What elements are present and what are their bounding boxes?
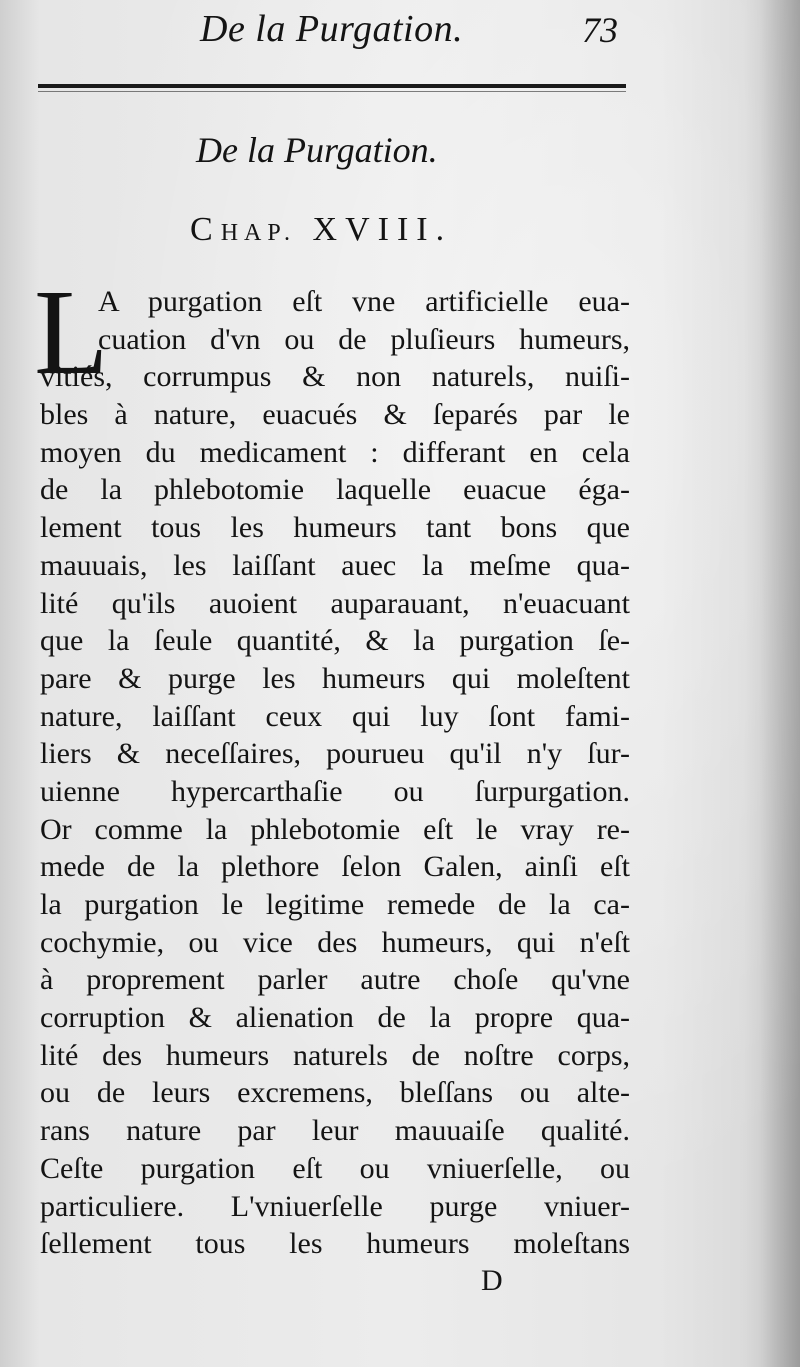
text-line: vitiés, corrumpus & non naturels, nuiſi- xyxy=(40,360,630,394)
text-line: pare & purge les humeurs qui moleſtent xyxy=(40,661,630,695)
text-line: lité qu'ils auoient auparauant, n'euacuant xyxy=(40,586,630,620)
text-line: liers & neceſſaires, pourueu qu'il n'y ſur- xyxy=(40,737,630,771)
section-title: De la Purgation. xyxy=(196,130,438,170)
text-line: moyen du medicament : differant en cela xyxy=(40,435,630,469)
chapter-prefix-initial: C xyxy=(190,211,221,248)
text-line: corruption & alienation de la propre qua- xyxy=(40,1001,630,1035)
text-line: A purgation eſt vne artificielle eua- xyxy=(98,285,630,318)
text-line: de la phlebotomie laquelle euacue éga- xyxy=(40,473,630,507)
text-line: mede de la plethore ſelon Galen, ainſi eſt xyxy=(40,850,630,884)
body-text xyxy=(40,283,630,1263)
text-line: ou de leurs excremens, bleſſans ou alte- xyxy=(40,1076,630,1110)
chapter-prefix-rest: HAP. xyxy=(220,220,297,246)
text-line: cochymie, ou vice des humeurs, qui n'eſt xyxy=(40,925,630,959)
text-line: lité des humeurs naturels de noſtre corps, xyxy=(40,1038,630,1072)
text-line: Ceſte purgation eſt ou vniuerſelle, ou xyxy=(40,1151,630,1185)
page-edge-shadow xyxy=(660,0,800,1367)
text-line: particuliere. L'vniuerſelle purge vniuer- xyxy=(40,1189,630,1223)
text-line: uienne hypercarthaſie ou ſurpurgation. xyxy=(40,774,630,808)
chapter-heading xyxy=(190,213,452,247)
text-line: nature, laiſſant ceux qui luy ſont fami- xyxy=(40,699,630,733)
text-line: bles à nature, euacués & ſeparés par le xyxy=(40,398,630,432)
running-title: De la Purgation. xyxy=(200,8,464,50)
text-line: cuation d'vn ou de pluſieurs humeurs, xyxy=(98,322,630,356)
text-line: la purgation le legitime remede de la ca- xyxy=(40,888,630,921)
drop-cap: L xyxy=(34,265,109,400)
text-line: à proprement parler autre choſe qu'vne xyxy=(40,963,630,997)
text-line: ſellement tous les humeurs moleſtans xyxy=(40,1227,630,1261)
text-line: lement tous les humeurs tant bons que xyxy=(40,511,630,545)
page-number: 73 xyxy=(582,10,618,50)
text-line: que la ſeule quantité, & la purgation ſe- xyxy=(40,624,630,658)
signature-mark: D xyxy=(481,1264,503,1297)
header-rule xyxy=(38,84,626,88)
chapter-numeral: XVIII. xyxy=(312,211,453,248)
header-rule-thin xyxy=(38,91,626,92)
text-line: Or comme la phlebotomie eſt le vray re- xyxy=(40,812,630,846)
text-line: rans nature par leur mauuaiſe qualité. xyxy=(40,1114,630,1148)
text-line: mauuais, les laiſſant auec la meſme qua- xyxy=(40,548,630,582)
